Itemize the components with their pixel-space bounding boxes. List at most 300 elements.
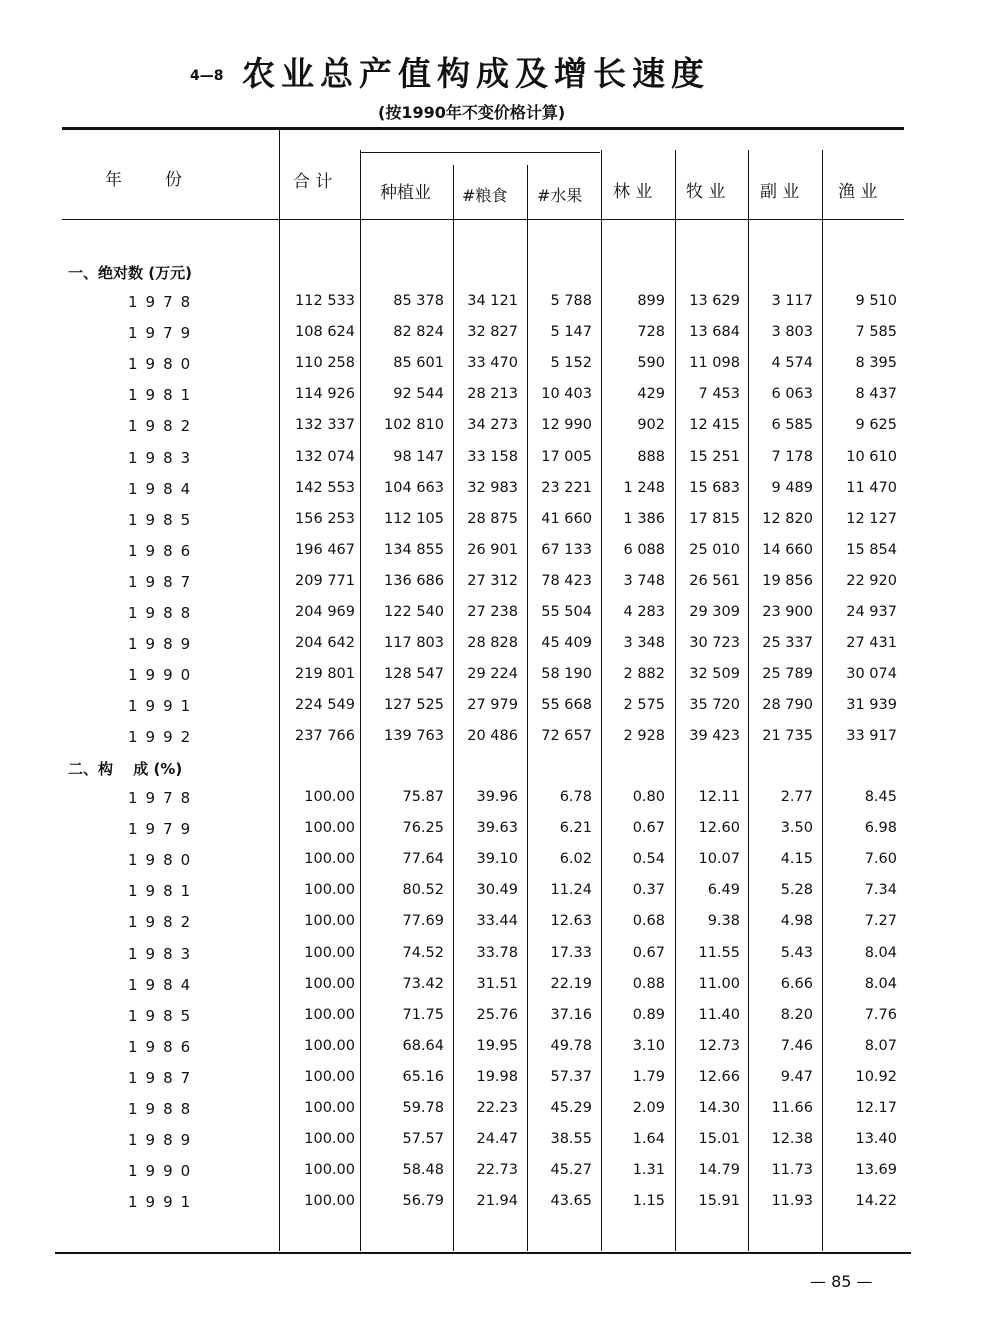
cell-forestry: 1 248 xyxy=(623,479,665,496)
cell-forestry: 0.54 xyxy=(632,851,665,868)
cell-forestry: 0.67 xyxy=(632,820,665,837)
cell-crop: 58.48 xyxy=(402,1162,444,1179)
cell-fishery: 15 854 xyxy=(846,541,897,558)
cell-sideline: 4.98 xyxy=(780,913,813,930)
page-subtitle: (按1990年不变价格计算) xyxy=(378,103,566,122)
cell-grain: 29 224 xyxy=(467,666,518,683)
cell-fruit: 23 221 xyxy=(541,479,592,496)
cell-fruit: 45.27 xyxy=(550,1162,592,1179)
header-year: 年 份 xyxy=(105,170,185,190)
cell-fishery: 13.40 xyxy=(855,1131,897,1148)
table-row xyxy=(0,293,1000,321)
cell-fruit: 45 409 xyxy=(541,635,592,652)
table-row xyxy=(0,789,1000,817)
cell-forestry: 4 283 xyxy=(623,604,665,620)
cell-forestry: 0.88 xyxy=(632,975,665,992)
cell-total: 196 467 xyxy=(295,541,355,558)
table-row xyxy=(0,697,1000,725)
top-rule xyxy=(62,127,904,130)
cell-forestry: 899 xyxy=(637,293,665,309)
cell-animal: 35 720 xyxy=(689,697,740,714)
cell-forestry: 0.67 xyxy=(632,944,665,961)
cell-grain: 33 470 xyxy=(467,355,518,372)
cell-sideline: 3 803 xyxy=(771,324,813,341)
cell-animal: 15.01 xyxy=(698,1131,740,1148)
cell-total: 100.00 xyxy=(304,1162,355,1179)
table-row xyxy=(0,1069,1000,1097)
cell-year: 1985 xyxy=(128,1006,199,1025)
cell-grain: 32 983 xyxy=(467,479,518,496)
cell-year: 1983 xyxy=(128,448,199,467)
cell-total: 100.00 xyxy=(304,975,355,992)
cell-forestry: 6 088 xyxy=(623,541,665,558)
cell-grain: 28 875 xyxy=(467,510,518,527)
cell-forestry: 1.15 xyxy=(632,1193,665,1210)
table-row xyxy=(0,882,1000,910)
cell-crop: 82 824 xyxy=(393,324,444,341)
cell-animal: 14.79 xyxy=(698,1162,740,1179)
cell-fishery: 8 437 xyxy=(855,386,897,403)
header-total: 合 计 xyxy=(293,172,333,192)
cell-fruit: 17 005 xyxy=(541,448,592,465)
cell-sideline: 21 735 xyxy=(762,728,813,745)
cell-sideline: 5.28 xyxy=(780,882,813,899)
cell-fruit: 55 668 xyxy=(541,697,592,714)
cell-crop: 112 105 xyxy=(384,510,444,527)
cell-total: 100.00 xyxy=(304,1100,355,1116)
cell-fruit: 5 788 xyxy=(550,293,592,309)
cell-crop: 77.64 xyxy=(402,851,444,868)
cell-year: 1979 xyxy=(128,820,199,839)
cell-crop: 92 544 xyxy=(393,386,444,403)
cell-sideline: 25 789 xyxy=(762,666,813,683)
cell-fishery: 7.27 xyxy=(864,913,897,930)
cell-animal: 26 561 xyxy=(689,572,740,589)
table-row xyxy=(0,573,1000,601)
cell-crop: 102 810 xyxy=(384,417,444,434)
cell-forestry: 3.10 xyxy=(632,1037,665,1054)
cell-crop: 75.87 xyxy=(402,789,444,805)
cell-total: 100.00 xyxy=(304,851,355,868)
cell-animal: 12.11 xyxy=(698,789,740,805)
table-row xyxy=(0,1193,1000,1221)
cell-year: 1989 xyxy=(128,1131,199,1150)
cell-sideline: 11.73 xyxy=(771,1162,813,1179)
cell-animal: 11.00 xyxy=(698,975,740,992)
cell-crop: 65.16 xyxy=(402,1068,444,1085)
cell-total: 112 533 xyxy=(295,293,355,309)
table-row xyxy=(0,666,1000,694)
table-row xyxy=(0,976,1000,1004)
cell-fishery: 10.92 xyxy=(855,1068,897,1085)
cell-fruit: 10 403 xyxy=(541,386,592,403)
cell-total: 132 074 xyxy=(295,448,355,465)
cell-fruit: 12 990 xyxy=(541,417,592,434)
cell-year: 1984 xyxy=(128,479,199,498)
cell-animal: 30 723 xyxy=(689,635,740,652)
cell-fruit: 41 660 xyxy=(541,510,592,527)
cell-grain: 34 121 xyxy=(467,293,518,309)
cell-crop: 57.57 xyxy=(402,1131,444,1148)
table-row xyxy=(0,1162,1000,1190)
cell-forestry: 3 748 xyxy=(623,572,665,589)
cell-total: 100.00 xyxy=(304,944,355,961)
cell-year: 1988 xyxy=(128,1100,199,1118)
cell-crop: 85 601 xyxy=(393,355,444,372)
cell-fishery: 8.45 xyxy=(864,789,897,805)
cell-total: 100.00 xyxy=(304,1037,355,1054)
cell-total: 224 549 xyxy=(295,697,355,714)
cell-fruit: 37.16 xyxy=(550,1006,592,1023)
header-animal: 牧 业 xyxy=(686,182,726,202)
cell-year: 1991 xyxy=(128,1193,199,1212)
cell-fruit: 22.19 xyxy=(550,975,592,992)
cell-animal: 10.07 xyxy=(698,851,740,868)
cell-forestry: 1.64 xyxy=(632,1131,665,1148)
table-row xyxy=(0,1038,1000,1066)
cell-grain: 32 827 xyxy=(467,324,518,341)
bottom-rule xyxy=(55,1252,911,1254)
cell-year: 1982 xyxy=(128,417,199,436)
cell-grain: 34 273 xyxy=(467,417,518,434)
cell-sideline: 3.50 xyxy=(780,820,813,837)
cell-total: 204 969 xyxy=(295,604,355,620)
cell-total: 100.00 xyxy=(304,913,355,930)
cell-crop: 117 803 xyxy=(384,635,444,652)
cell-sideline: 9 489 xyxy=(771,479,813,496)
cell-year: 1983 xyxy=(128,944,199,963)
cell-animal: 39 423 xyxy=(689,728,740,745)
cell-crop: 98 147 xyxy=(393,448,444,465)
cell-forestry: 3 348 xyxy=(623,635,665,652)
cell-sideline: 6.66 xyxy=(780,975,813,992)
header-sideline: 副 业 xyxy=(760,182,800,202)
table-row xyxy=(0,820,1000,848)
cell-grain: 22.23 xyxy=(476,1100,518,1116)
cell-total: 100.00 xyxy=(304,820,355,837)
cell-fruit: 5 147 xyxy=(550,324,592,341)
cell-crop: 139 763 xyxy=(384,728,444,745)
table-row xyxy=(0,480,1000,508)
cell-animal: 15 251 xyxy=(689,448,740,465)
cell-animal: 12.60 xyxy=(698,820,740,837)
cell-total: 108 624 xyxy=(295,324,355,341)
cell-animal: 14.30 xyxy=(698,1100,740,1116)
cell-grain: 19.98 xyxy=(476,1068,518,1085)
cell-grain: 31.51 xyxy=(476,975,518,992)
header-crop: 种植业 xyxy=(380,183,431,203)
cell-fruit: 78 423 xyxy=(541,572,592,589)
table-row xyxy=(0,913,1000,941)
cell-total: 100.00 xyxy=(304,1068,355,1085)
cell-animal: 32 509 xyxy=(689,666,740,683)
cell-year: 1982 xyxy=(128,913,199,932)
cell-fishery: 8.04 xyxy=(864,944,897,961)
cell-total: 100.00 xyxy=(304,1131,355,1148)
cell-animal: 12.73 xyxy=(698,1037,740,1054)
table-row xyxy=(0,945,1000,973)
cell-grain: 39.96 xyxy=(476,789,518,805)
cell-fishery: 7 585 xyxy=(855,324,897,341)
cell-animal: 11.40 xyxy=(698,1006,740,1023)
cell-crop: 59.78 xyxy=(402,1100,444,1116)
table-row xyxy=(0,635,1000,663)
cell-forestry: 2.09 xyxy=(632,1100,665,1116)
cell-forestry: 2 575 xyxy=(623,697,665,714)
cell-fishery: 7.34 xyxy=(864,882,897,899)
cell-fruit: 43.65 xyxy=(550,1193,592,1210)
cell-fruit: 6.02 xyxy=(559,851,592,868)
cell-fishery: 22 920 xyxy=(846,572,897,589)
cell-grain: 22.73 xyxy=(476,1162,518,1179)
cell-fishery: 8 395 xyxy=(855,355,897,372)
cell-sideline: 7 178 xyxy=(771,448,813,465)
cell-year: 1987 xyxy=(128,572,199,591)
cell-fruit: 45.29 xyxy=(550,1100,592,1116)
cell-year: 1989 xyxy=(128,635,199,654)
cell-sideline: 3 117 xyxy=(771,293,813,309)
cell-sideline: 28 790 xyxy=(762,697,813,714)
cell-total: 237 766 xyxy=(295,728,355,745)
cell-year: 1979 xyxy=(128,324,199,343)
cell-fruit: 12.63 xyxy=(550,913,592,930)
cell-sideline: 19 856 xyxy=(762,572,813,589)
cell-fruit: 72 657 xyxy=(541,728,592,745)
cell-forestry: 1.31 xyxy=(632,1162,665,1179)
cell-year: 1990 xyxy=(128,1162,199,1181)
cell-year: 1991 xyxy=(128,697,199,716)
header-grain: #粮食 xyxy=(462,186,508,205)
cell-grain: 19.95 xyxy=(476,1037,518,1054)
cell-animal: 15.91 xyxy=(698,1193,740,1210)
cell-year: 1990 xyxy=(128,666,199,685)
table-row xyxy=(0,1007,1000,1035)
cell-animal: 13 684 xyxy=(689,324,740,341)
cell-forestry: 902 xyxy=(637,417,665,434)
crop-group-rule xyxy=(360,152,600,153)
cell-animal: 17 815 xyxy=(689,510,740,527)
cell-forestry: 0.89 xyxy=(632,1006,665,1023)
cell-year: 1981 xyxy=(128,882,199,901)
cell-forestry: 728 xyxy=(637,324,665,341)
cell-crop: 136 686 xyxy=(384,572,444,589)
cell-fruit: 6.21 xyxy=(559,820,592,837)
cell-year: 1984 xyxy=(128,975,199,994)
cell-fishery: 33 917 xyxy=(846,728,897,745)
cell-year: 1978 xyxy=(128,789,199,807)
cell-total: 100.00 xyxy=(304,789,355,805)
cell-fruit: 55 504 xyxy=(541,604,592,620)
cell-fruit: 49.78 xyxy=(550,1037,592,1054)
cell-sideline: 6 585 xyxy=(771,417,813,434)
cell-forestry: 590 xyxy=(637,355,665,372)
cell-animal: 6.49 xyxy=(707,882,740,899)
table-row xyxy=(0,417,1000,445)
cell-sideline: 25 337 xyxy=(762,635,813,652)
cell-animal: 13 629 xyxy=(689,293,740,309)
cell-crop: 74.52 xyxy=(402,944,444,961)
cell-fishery: 12.17 xyxy=(855,1100,897,1116)
cell-crop: 134 855 xyxy=(384,541,444,558)
header-fishery: 渔 业 xyxy=(838,182,878,202)
table-row xyxy=(0,449,1000,477)
cell-total: 209 771 xyxy=(295,572,355,589)
cell-crop: 128 547 xyxy=(384,666,444,683)
cell-year: 1988 xyxy=(128,604,199,622)
cell-total: 142 553 xyxy=(295,479,355,496)
cell-grain: 21.94 xyxy=(476,1193,518,1210)
cell-grain: 20 486 xyxy=(467,728,518,745)
table-row xyxy=(0,542,1000,570)
page-number: — 85 — xyxy=(810,1272,873,1291)
cell-fishery: 14.22 xyxy=(855,1193,897,1210)
cell-year: 1981 xyxy=(128,386,199,405)
cell-year: 1992 xyxy=(128,728,199,747)
cell-year: 1986 xyxy=(128,541,199,560)
cell-animal: 25 010 xyxy=(689,541,740,558)
cell-fishery: 8.04 xyxy=(864,975,897,992)
cell-fishery: 30 074 xyxy=(846,666,897,683)
cell-sideline: 5.43 xyxy=(780,944,813,961)
cell-sideline: 14 660 xyxy=(762,541,813,558)
cell-sideline: 11.93 xyxy=(771,1193,813,1210)
cell-total: 132 337 xyxy=(295,417,355,434)
table-row xyxy=(0,355,1000,383)
cell-animal: 7 453 xyxy=(698,386,740,403)
cell-fishery: 6.98 xyxy=(864,820,897,837)
cell-animal: 12 415 xyxy=(689,417,740,434)
cell-grain: 30.49 xyxy=(476,882,518,899)
cell-sideline: 6 063 xyxy=(771,386,813,403)
cell-forestry: 1 386 xyxy=(623,510,665,527)
cell-grain: 27 312 xyxy=(467,572,518,589)
table-row xyxy=(0,851,1000,879)
cell-fruit: 17.33 xyxy=(550,944,592,961)
cell-fruit: 57.37 xyxy=(550,1068,592,1085)
cell-fishery: 7.60 xyxy=(864,851,897,868)
cell-animal: 15 683 xyxy=(689,479,740,496)
cell-animal: 29 309 xyxy=(689,604,740,620)
cell-fishery: 24 937 xyxy=(846,604,897,620)
cell-fishery: 10 610 xyxy=(846,448,897,465)
cell-year: 1985 xyxy=(128,510,199,529)
cell-fruit: 6.78 xyxy=(559,789,592,805)
cell-grain: 26 901 xyxy=(467,541,518,558)
header-rule xyxy=(62,219,904,220)
cell-fruit: 58 190 xyxy=(541,666,592,683)
cell-fishery: 7.76 xyxy=(864,1006,897,1023)
cell-grain: 27 979 xyxy=(467,697,518,714)
cell-year: 1980 xyxy=(128,851,199,870)
cell-year: 1986 xyxy=(128,1037,199,1056)
cell-sideline: 2.77 xyxy=(780,789,813,805)
cell-animal: 12.66 xyxy=(698,1068,740,1085)
header-fruit: #水果 xyxy=(537,186,583,205)
cell-grain: 28 213 xyxy=(467,386,518,403)
cell-sideline: 12.38 xyxy=(771,1131,813,1148)
cell-grain: 33 158 xyxy=(467,448,518,465)
cell-fruit: 5 152 xyxy=(550,355,592,372)
cell-crop: 85 378 xyxy=(393,293,444,309)
cell-forestry: 2 882 xyxy=(623,666,665,683)
table-row xyxy=(0,604,1000,632)
cell-fishery: 11 470 xyxy=(846,479,897,496)
cell-crop: 56.79 xyxy=(402,1193,444,1210)
cell-grain: 33.78 xyxy=(476,944,518,961)
cell-forestry: 1.79 xyxy=(632,1068,665,1085)
cell-crop: 71.75 xyxy=(402,1006,444,1023)
table-row xyxy=(0,728,1000,756)
cell-forestry: 2 928 xyxy=(623,728,665,745)
cell-fruit: 11.24 xyxy=(550,882,592,899)
page-title: 农业总产值构成及增长速度 xyxy=(242,54,710,93)
cell-crop: 122 540 xyxy=(384,604,444,620)
cell-crop: 73.42 xyxy=(402,975,444,992)
cell-fishery: 31 939 xyxy=(846,697,897,714)
cell-sideline: 11.66 xyxy=(771,1100,813,1116)
cell-grain: 33.44 xyxy=(476,913,518,930)
cell-sideline: 4.15 xyxy=(780,851,813,868)
table-row xyxy=(0,324,1000,352)
cell-sideline: 8.20 xyxy=(780,1006,813,1023)
cell-forestry: 429 xyxy=(637,386,665,403)
cell-fishery: 9 625 xyxy=(855,417,897,434)
cell-sideline: 23 900 xyxy=(762,604,813,620)
cell-sideline: 4 574 xyxy=(771,355,813,372)
section1-label: 一、绝对数 (万元) xyxy=(68,264,192,282)
cell-crop: 127 525 xyxy=(384,697,444,714)
cell-fruit: 38.55 xyxy=(550,1131,592,1148)
cell-fishery: 27 431 xyxy=(846,635,897,652)
header-forestry: 林 业 xyxy=(613,182,653,202)
cell-grain: 27 238 xyxy=(467,604,518,620)
cell-grain: 28 828 xyxy=(467,635,518,652)
cell-grain: 39.63 xyxy=(476,820,518,837)
cell-crop: 80.52 xyxy=(402,882,444,899)
cell-total: 110 258 xyxy=(295,355,355,372)
section2-label: 二、构 成 (%) xyxy=(68,760,183,778)
cell-animal: 11 098 xyxy=(689,355,740,372)
cell-year: 1987 xyxy=(128,1068,199,1087)
cell-crop: 68.64 xyxy=(402,1037,444,1054)
cell-forestry: 0.37 xyxy=(632,882,665,899)
cell-fishery: 8.07 xyxy=(864,1037,897,1054)
cell-crop: 77.69 xyxy=(402,913,444,930)
cell-year: 1980 xyxy=(128,355,199,374)
cell-fishery: 12 127 xyxy=(846,510,897,527)
cell-forestry: 0.68 xyxy=(632,913,665,930)
cell-sideline: 7.46 xyxy=(780,1037,813,1054)
table-row xyxy=(0,386,1000,414)
cell-sideline: 9.47 xyxy=(780,1068,813,1085)
cell-forestry: 888 xyxy=(637,448,665,465)
cell-total: 204 642 xyxy=(295,635,355,652)
cell-fishery: 9 510 xyxy=(855,293,897,309)
cell-forestry: 0.80 xyxy=(632,789,665,805)
cell-crop: 76.25 xyxy=(402,820,444,837)
cell-total: 100.00 xyxy=(304,1006,355,1023)
table-row xyxy=(0,1131,1000,1159)
cell-year: 1978 xyxy=(128,293,199,311)
cell-grain: 25.76 xyxy=(476,1006,518,1023)
cell-grain: 24.47 xyxy=(476,1131,518,1148)
cell-total: 100.00 xyxy=(304,1193,355,1210)
cell-fishery: 13.69 xyxy=(855,1162,897,1179)
cell-crop: 104 663 xyxy=(384,479,444,496)
cell-sideline: 12 820 xyxy=(762,510,813,527)
table-number: 4—8 xyxy=(190,68,224,84)
cell-total: 114 926 xyxy=(295,386,355,403)
